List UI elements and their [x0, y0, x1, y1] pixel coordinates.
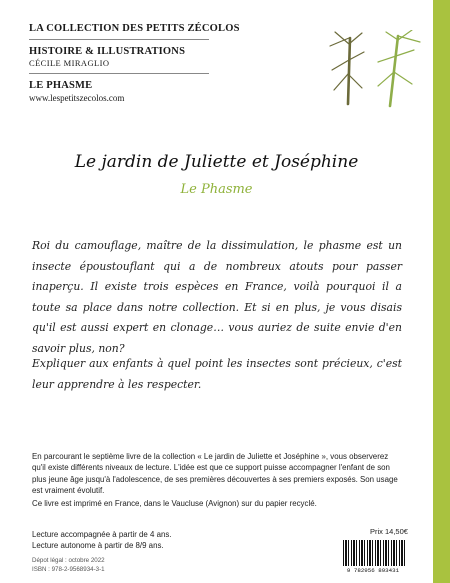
- divider: [29, 39, 209, 40]
- reading-level: Lecture autonome à partir de 8/9 ans.: [32, 541, 164, 551]
- isbn: ISBN : 978-2-9568934-3-1: [32, 566, 105, 573]
- printing-note: Ce livre est imprimé en France, dans le Vaucluse (Avignon) sur du papier recyclé.: [32, 499, 317, 508]
- book-title: Le jardin de Juliette et Joséphine: [74, 152, 359, 172]
- stick-insect-illustration: [320, 30, 425, 110]
- stick-insect-dark-icon: [330, 32, 364, 104]
- description-paragraph: En parcourant le septième livre de la collection « Le jardin de Juliette et Joséphine », vous observerez qu'il existe différents niveaux de lecture. L'idée est que ce support puisse accompagner l'enfant de son plus jeune âge jusqu'à l'adolescence, de ses premières découvertes à ses premiers exposés. Son usage est vraiment évolutif.: [32, 452, 398, 496]
- divider: [29, 73, 209, 74]
- header: [29, 22, 289, 104]
- price: Prix 14,50€: [370, 527, 408, 536]
- barcode-number: 9 782956 893431: [346, 567, 400, 574]
- author-name: CÉCILE MIRAGLIO: [29, 58, 110, 68]
- credits-label: HISTOIRE & ILLUSTRATIONS: [29, 46, 186, 57]
- book-spine: [433, 0, 450, 583]
- subject-label: LE PHASME: [29, 80, 93, 91]
- barcode-bars: [343, 540, 405, 566]
- legal-deposit: Dépot légal : octobre 2022: [32, 557, 105, 564]
- collection-name: LA COLLECTION DES PETITS ZÉCOLOS: [29, 23, 240, 34]
- stick-insect-green-icon: [378, 30, 420, 106]
- intro-paragraph: Roi du camouflage, maître de la dissimulation, le phasme est un insecte époustouflant qui a de nombreux atouts pour passer inaperçu. Il existe trois espèces en France, voilà pourquoi il a toute sa place dans notre collection. Et si en plus, je vous disais qu'il est aussi expert en clonage… vous auriez de suite envie d'en savoir plus, non?: [32, 239, 402, 355]
- legal-info: [32, 556, 105, 574]
- intro-paragraph: Expliquer aux enfants à quel point les insectes sont précieux, c'est leur apprendre à les respecter.: [32, 357, 402, 391]
- reading-level: Lecture accompagnée à partir de 4 ans.: [32, 530, 172, 539]
- barcode: [340, 540, 406, 575]
- website-url: www.lespetitszecolos.com: [29, 93, 125, 103]
- book-subtitle: Le Phasme: [180, 182, 253, 197]
